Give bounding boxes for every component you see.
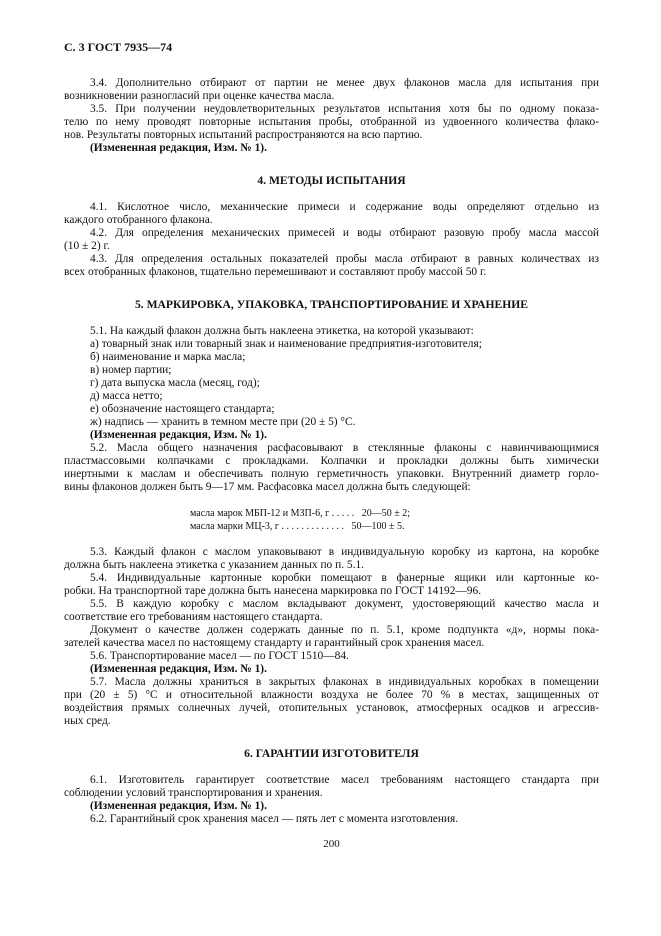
text-line: робки. На транспортной таре должна быть нанесена маркировка по ГОСТ 14192—96. [64, 585, 482, 597]
text-line: нов. Результаты повторных испытаний распространяются на всю партию. [64, 129, 423, 141]
table-row: масла марки МЦ-3, г . . . . . . . . . . . . . 50—100 ± 5. [190, 521, 405, 532]
text-line: Документ о качестве должен содержать данные по п. 5.1, кроме подпункта «д», нормы пока- [90, 624, 599, 636]
text-line: 4.1. Кислотное число, механические примеси и содержание воды определяют отдельно из [90, 201, 599, 213]
paragraph [64, 546, 599, 572]
text-line: 3.5. При получении неудовлетворительных результатов испытания хотя бы по одному показа- [90, 103, 599, 115]
section-heading: 4. МЕТОДЫ ИСПЫТАНИЯ [257, 174, 406, 187]
packaging-table [190, 507, 599, 533]
paragraph [64, 624, 599, 650]
section-heading: 6. ГАРАНТИИ ИЗГОТОВИТЕЛЯ [244, 747, 419, 760]
document-body [64, 77, 599, 826]
text-line: при (20 ± 5) °С и относительной влажности воздуха не более 70 % в местах, защищенных от [64, 689, 599, 701]
text-line: зателей качества масел по настоящему стандарту и гарантийный срок хранения масел. [64, 637, 485, 649]
paragraph [64, 598, 599, 624]
text-line: инертными к маслам и обеспечивать полную герметичность упаковки. Внутренний диаметр горло- [64, 468, 599, 480]
amendment-note: (Измененная редакция, Изм. № 1). [90, 800, 267, 812]
text-line: 5.4. Индивидуальные картонные коробки помещают в фанерные ящики или картонные ко- [90, 572, 599, 584]
paragraph [64, 77, 599, 103]
section-heading: 5. МАРКИРОВКА, УПАКОВКА, ТРАНСПОРТИРОВАНИЕ И ХРАНЕНИЕ [134, 298, 529, 311]
amendment-note: (Измененная редакция, Изм. № 1). [90, 142, 267, 154]
table-row: масла марок МБП-12 и МЗП-6, г . . . . . 20—50 ± 2; [190, 508, 410, 519]
list-item: ж) надпись — хранить в темном месте при (20 ± 5) °С. [90, 416, 356, 428]
list-item: г) дата выпуска масла (месяц, год); [90, 377, 260, 389]
text-line: всех отобранных флаконов, тщательно перемешивают и составляют пробу массой 50 г. [64, 266, 487, 278]
paragraph [64, 442, 599, 494]
text-line: 6.2. Гарантийный срок хранения масел — пять лет с момента изготовления. [90, 813, 459, 825]
page-header: С. 3 ГОСТ 7935—74 [64, 40, 173, 54]
paragraph [64, 103, 599, 142]
text-line: возникновении разногласий при оценке качества масла. [64, 90, 335, 102]
text-line: 3.4. Дополнительно отбирают от партии не менее двух флаконов масла для испытания при [90, 77, 599, 89]
paragraph [64, 650, 599, 663]
paragraph [64, 253, 599, 279]
list-item: б) наименование и марка масла; [90, 351, 246, 363]
text-line: соблюдении условий транспортирования и хранения. [64, 787, 323, 799]
text-line: каждого отобранного флакона. [64, 214, 213, 226]
paragraph [64, 227, 599, 253]
list-item: в) номер партии; [90, 364, 172, 376]
page-number: 200 [323, 838, 340, 850]
document-page [64, 41, 599, 851]
paragraph [64, 774, 599, 800]
amendment-note: (Измененная редакция, Изм. № 1). [90, 429, 267, 441]
paragraph [64, 201, 599, 227]
text-line: 5.7. Масла должны храниться в закрытых флаконах в индивидуальных коробках в помещении [90, 676, 599, 688]
list-item: а) товарный знак или товарный знак и наименование предприятия-изготовителя; [90, 338, 482, 350]
text-line: соответствие его требованиям настоящего стандарта. [64, 611, 323, 623]
text-line: 5.2. Масла общего назначения расфасовывают в стеклянные флаконы с навинчивающимися [90, 442, 599, 454]
text-line: 5.6. Транспортирование масел — по ГОСТ 1510—84. [90, 650, 349, 662]
paragraph [64, 572, 599, 598]
text-line: (10 ± 2) г. [64, 240, 110, 252]
text-line: должна быть наклеена этикетка с указанием данных по п. 5.1. [64, 559, 364, 571]
text-line: 5.3. Каждый флакон с маслом упаковывают в индивидуальную коробку из картона, на коробке [90, 546, 599, 558]
list-item: 5.1. На каждый флакон должна быть наклеена этикетка, на которой указывают: [90, 325, 474, 337]
paragraph [64, 813, 599, 826]
text-line: вины флаконов должен быть 9—17 мм. Расфасовка масел должна быть следующей: [64, 481, 471, 493]
text-line: пластмассовыми колпачками с прокладками. Колпачки и прокладки должны быть химически [64, 455, 599, 467]
text-line: 4.2. Для определения механических примесей и воды отбирают разовую пробу масла массой [90, 227, 599, 239]
text-line: 5.5. В каждую коробку с маслом вкладывают документ, удостоверяющий качество масла и [90, 598, 599, 610]
text-line: телю по нему проводят повторные испытания пробы, отобранной из удвоенного количества флако- [64, 116, 599, 128]
text-line: 6.1. Изготовитель гарантирует соответствие масел требованиям настоящего стандарта при [90, 774, 599, 786]
text-line: воздействия прямых солнечных лучей, отопительных установок, атмосферных осадков и агрессив- [64, 702, 599, 714]
list-item: д) масса нетто; [90, 390, 163, 402]
list-item: е) обозначение настоящего стандарта; [90, 403, 275, 415]
paragraph [64, 676, 599, 728]
text-line: ных сред. [64, 715, 111, 727]
text-line: 4.3. Для определения остальных показателей пробы масла отбирают в равных количествах из [90, 253, 599, 265]
amendment-note: (Измененная редакция, Изм. № 1). [90, 663, 267, 675]
